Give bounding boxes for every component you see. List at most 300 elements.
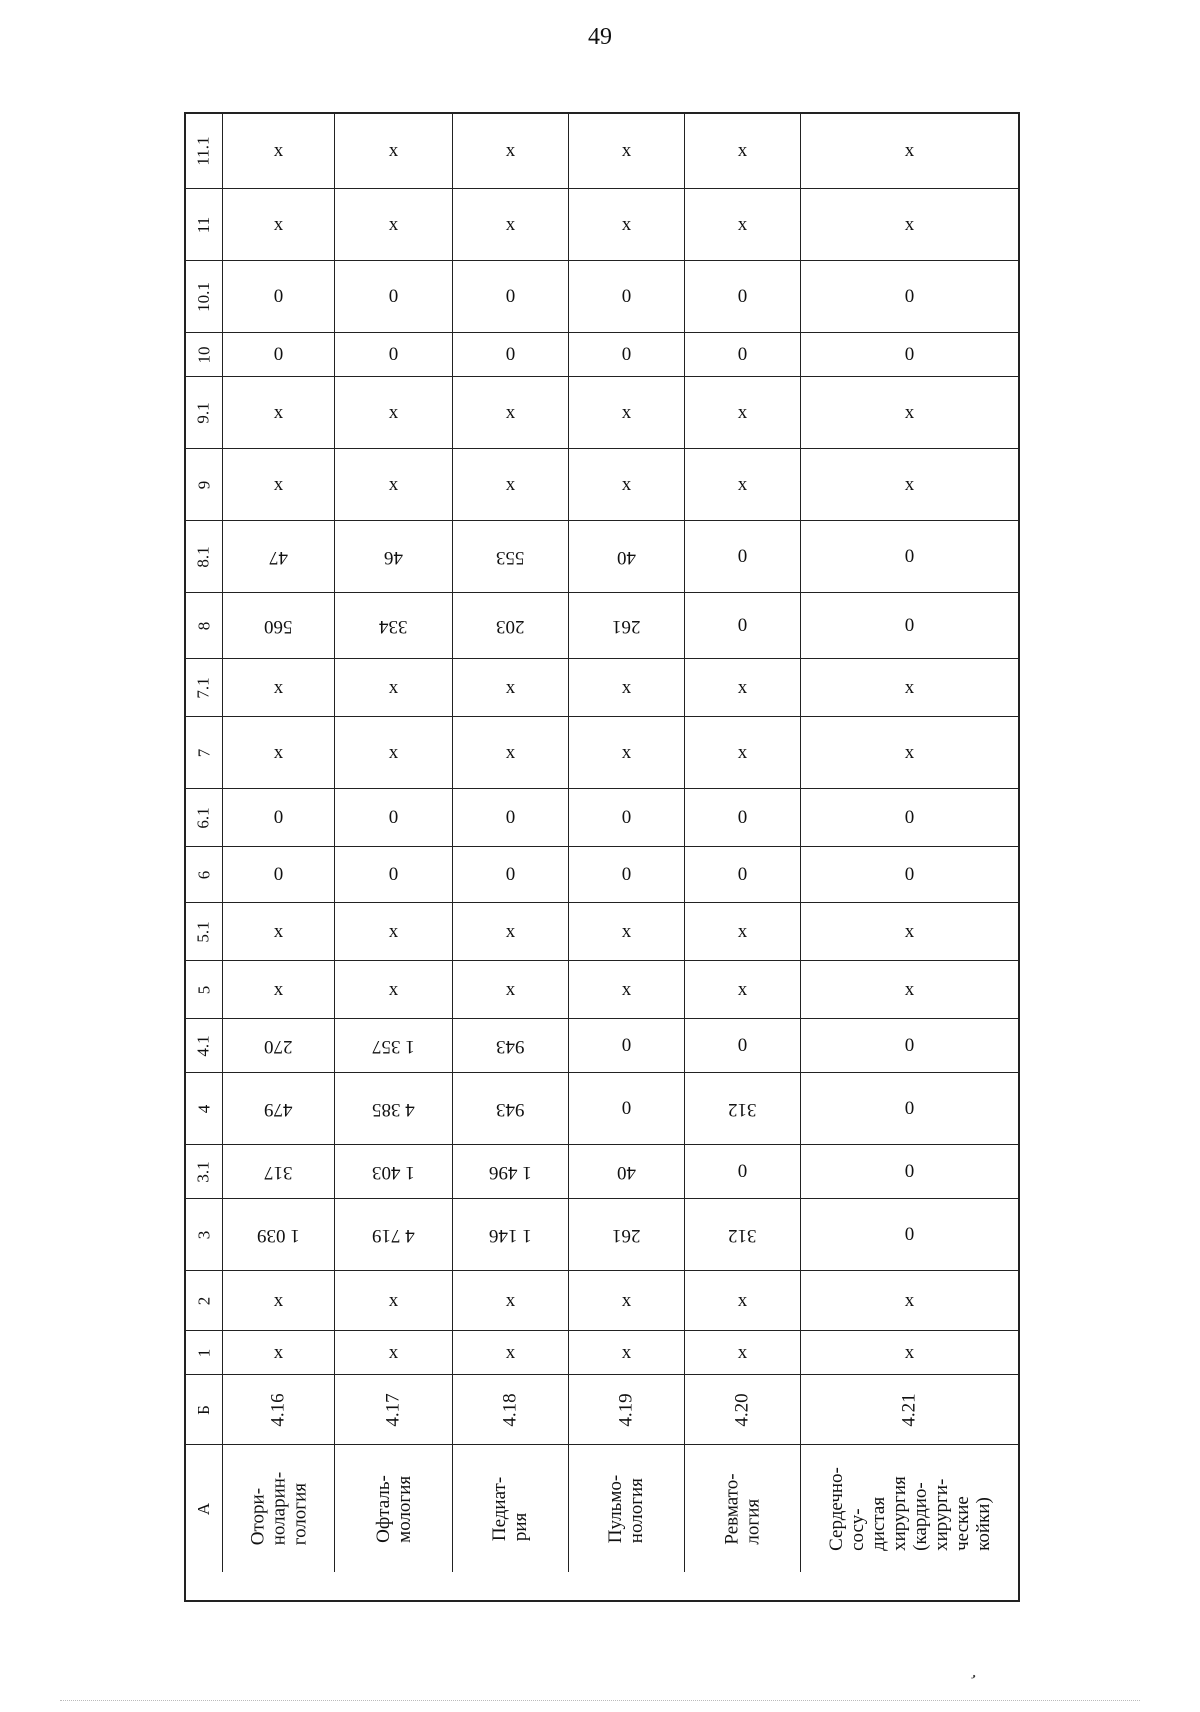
cell-value: 1 357 xyxy=(372,1035,415,1057)
column-header xyxy=(186,717,222,788)
table-band-col-3-1 xyxy=(186,1144,1018,1198)
cell-value: x xyxy=(505,401,516,423)
value-cell xyxy=(222,114,334,188)
cell-value: 4 385 xyxy=(372,1098,415,1120)
table-band-col-А xyxy=(186,1444,1018,1572)
value-cell xyxy=(800,449,1018,520)
value-cell xyxy=(222,377,334,448)
cell-value: x xyxy=(273,1289,284,1311)
value-cell xyxy=(222,1331,334,1374)
cell-value: 0 xyxy=(388,343,399,365)
cell-value: 317 xyxy=(264,1161,293,1183)
value-cell xyxy=(800,593,1018,658)
column-header xyxy=(186,377,222,448)
value-cell xyxy=(334,114,452,188)
value-cell xyxy=(800,1331,1018,1374)
cell-value: 1 496 xyxy=(489,1161,532,1183)
table-band-col-10 xyxy=(186,332,1018,376)
cell-value: x xyxy=(505,978,516,1000)
value-cell xyxy=(222,333,334,376)
value-cell xyxy=(222,1145,334,1198)
value-cell xyxy=(800,659,1018,716)
cell-value: 0 xyxy=(904,1034,915,1056)
column-header-label: 10.1 xyxy=(194,281,213,312)
value-cell xyxy=(334,189,452,260)
cell-value: x xyxy=(737,676,748,698)
cell-value: x xyxy=(904,920,915,942)
cell-value: 334 xyxy=(379,615,408,637)
value-cell xyxy=(684,903,800,960)
value-cell xyxy=(568,961,684,1018)
cell-value: 0 xyxy=(621,863,632,885)
value-cell xyxy=(452,593,568,658)
column-header xyxy=(186,903,222,960)
table-band-col-8-1 xyxy=(186,520,1018,592)
value-cell xyxy=(800,903,1018,960)
value-cell xyxy=(568,789,684,846)
value-cell xyxy=(684,449,800,520)
table-band-col-5-1 xyxy=(186,902,1018,960)
value-cell xyxy=(222,961,334,1018)
cell-value: x xyxy=(505,741,516,763)
cell-value: 203 xyxy=(496,615,525,637)
cell-value: x xyxy=(505,676,516,698)
value-cell xyxy=(800,1271,1018,1330)
cell-value: 0 xyxy=(737,1160,748,1182)
column-header-label: 4 xyxy=(194,1104,213,1113)
value-cell xyxy=(334,333,452,376)
value-cell xyxy=(222,1073,334,1144)
cell-value: 0 xyxy=(737,285,748,307)
cell-value: 0 xyxy=(505,343,516,365)
cell-value: x xyxy=(388,978,399,1000)
value-cell xyxy=(222,449,334,520)
cell-value: 0 xyxy=(388,863,399,885)
value-cell xyxy=(684,1271,800,1330)
value-cell xyxy=(452,789,568,846)
cell-value: x xyxy=(621,676,632,698)
cell-value: x xyxy=(904,140,915,161)
value-cell xyxy=(800,717,1018,788)
value-cell xyxy=(684,333,800,376)
value-cell xyxy=(684,1199,800,1270)
cell-value: 0 xyxy=(621,1034,632,1056)
table-band-col-11 xyxy=(186,188,1018,260)
column-header-label: Б xyxy=(193,1404,213,1415)
value-cell xyxy=(452,659,568,716)
cell-value: 46 xyxy=(384,546,403,568)
column-header xyxy=(186,521,222,592)
table-band-col-8 xyxy=(186,592,1018,658)
cell-value: x xyxy=(388,1289,399,1311)
column-header-label: 9.1 xyxy=(194,401,213,424)
value-cell xyxy=(684,377,800,448)
cell-value: 261 xyxy=(612,615,641,637)
value-cell xyxy=(684,717,800,788)
value-cell xyxy=(684,847,800,902)
cell-value: 0 xyxy=(737,1034,748,1056)
value-cell xyxy=(222,903,334,960)
value-cell xyxy=(222,189,334,260)
cell-value: 0 xyxy=(904,1160,915,1182)
cell-value: 0 xyxy=(737,614,748,636)
cell-value: 40 xyxy=(617,546,636,568)
value-cell xyxy=(684,1331,800,1374)
column-header xyxy=(186,1271,222,1330)
table-band-col-9-1 xyxy=(186,376,1018,448)
table-band-col-9 xyxy=(186,448,1018,520)
value-cell xyxy=(452,847,568,902)
value-cell xyxy=(222,593,334,658)
cell-value: 0 xyxy=(621,343,632,365)
value-cell xyxy=(334,847,452,902)
column-header-label: 6.1 xyxy=(194,806,213,829)
row-code: 4.21 xyxy=(898,1392,920,1427)
value-cell xyxy=(452,333,568,376)
row-name: Офталь- мология xyxy=(372,1474,415,1543)
column-header xyxy=(186,333,222,376)
value-cell xyxy=(334,1271,452,1330)
value-cell xyxy=(800,333,1018,376)
column-header xyxy=(186,1445,222,1572)
value-cell xyxy=(452,1019,568,1072)
cell-value: x xyxy=(904,741,915,763)
column-header-label: 9 xyxy=(194,480,213,489)
column-header xyxy=(186,449,222,520)
value-cell xyxy=(568,1145,684,1198)
column-header xyxy=(186,1145,222,1198)
cell-value: 40 xyxy=(617,1161,636,1183)
value-cell xyxy=(222,1019,334,1072)
table-band-col-2 xyxy=(186,1270,1018,1330)
cell-value: x xyxy=(904,401,915,423)
row-code: 4.17 xyxy=(382,1392,404,1427)
row-name-cell xyxy=(222,1445,334,1572)
row-code-cell xyxy=(334,1375,452,1444)
cell-value: x xyxy=(621,920,632,942)
cell-value: 0 xyxy=(621,285,632,307)
column-header-label: 5 xyxy=(194,985,213,994)
value-cell xyxy=(222,1271,334,1330)
cell-value: 0 xyxy=(273,343,284,365)
value-cell xyxy=(452,1145,568,1198)
cell-value: x xyxy=(388,676,399,698)
table-band-col-4-1 xyxy=(186,1018,1018,1072)
column-header xyxy=(186,593,222,658)
cell-value: x xyxy=(505,1289,516,1311)
table-band-col-10-1 xyxy=(186,260,1018,332)
cell-value: x xyxy=(621,741,632,763)
table-band-col-7-1 xyxy=(186,658,1018,716)
table-band-col-6 xyxy=(186,846,1018,902)
value-cell xyxy=(222,521,334,592)
cell-value: x xyxy=(621,1289,632,1311)
value-cell xyxy=(568,1271,684,1330)
cell-value: x xyxy=(737,1341,748,1363)
value-cell xyxy=(334,1199,452,1270)
value-cell xyxy=(334,717,452,788)
cell-value: 0 xyxy=(737,863,748,885)
column-header xyxy=(186,189,222,260)
cell-value: x xyxy=(273,920,284,942)
cell-value: 270 xyxy=(264,1035,293,1057)
cell-value: 0 xyxy=(505,806,516,828)
column-header xyxy=(186,114,222,188)
column-header xyxy=(186,789,222,846)
row-name: Отори- ноларин- гология xyxy=(247,1471,310,1546)
value-cell xyxy=(222,659,334,716)
value-cell xyxy=(334,961,452,1018)
row-code-cell xyxy=(452,1375,568,1444)
cell-value: x xyxy=(505,473,516,495)
value-cell xyxy=(684,189,800,260)
value-cell xyxy=(452,961,568,1018)
cell-value: 0 xyxy=(904,806,915,828)
column-header-label: 5.1 xyxy=(194,920,213,943)
row-code: 4.18 xyxy=(499,1392,521,1427)
pen-tick-mark: ’ xyxy=(963,1670,980,1691)
row-name-cell xyxy=(800,1445,1018,1572)
cell-value: 0 xyxy=(904,614,915,636)
value-cell xyxy=(334,789,452,846)
cell-value: x xyxy=(904,1341,915,1363)
row-name-cell xyxy=(568,1445,684,1572)
column-header-label: 7.1 xyxy=(194,676,213,699)
table-band-col-7 xyxy=(186,716,1018,788)
cell-value: 0 xyxy=(737,545,748,567)
column-header-label: 11.1 xyxy=(194,136,213,166)
cell-value: 312 xyxy=(728,1098,757,1120)
value-cell xyxy=(800,1199,1018,1270)
cell-value: 0 xyxy=(904,285,915,307)
value-cell xyxy=(684,789,800,846)
value-cell xyxy=(334,659,452,716)
column-header-label: 8.1 xyxy=(194,545,213,568)
value-cell xyxy=(334,449,452,520)
cell-value: 261 xyxy=(612,1224,641,1246)
cell-value: x xyxy=(737,920,748,942)
column-header-label: 11 xyxy=(194,216,213,233)
value-cell xyxy=(222,789,334,846)
value-cell xyxy=(334,377,452,448)
value-cell xyxy=(334,521,452,592)
cell-value: 0 xyxy=(737,806,748,828)
cell-value: x xyxy=(904,676,915,698)
cell-value: x xyxy=(621,473,632,495)
table-band-col-Б xyxy=(186,1374,1018,1444)
value-cell xyxy=(684,261,800,332)
row-name-cell xyxy=(684,1445,800,1572)
cell-value: 560 xyxy=(264,615,293,637)
cell-value: x xyxy=(505,1341,516,1363)
value-cell xyxy=(800,961,1018,1018)
cell-value: 0 xyxy=(621,1097,632,1119)
value-cell xyxy=(452,261,568,332)
value-cell xyxy=(334,1331,452,1374)
cell-value: 553 xyxy=(496,546,525,568)
value-cell xyxy=(684,1145,800,1198)
cell-value: x xyxy=(621,213,632,235)
table-band-col-11-1 xyxy=(186,114,1018,188)
cell-value: 0 xyxy=(388,806,399,828)
column-header xyxy=(186,1073,222,1144)
value-cell xyxy=(568,377,684,448)
cell-value: x xyxy=(737,140,748,161)
value-cell xyxy=(800,1145,1018,1198)
page-number: 49 xyxy=(588,24,612,50)
value-cell xyxy=(452,449,568,520)
value-cell xyxy=(452,114,568,188)
cell-value: x xyxy=(273,741,284,763)
value-cell xyxy=(568,189,684,260)
column-header-label: 3 xyxy=(194,1230,213,1239)
value-cell xyxy=(800,189,1018,260)
cell-value: 0 xyxy=(505,285,516,307)
cell-value: 47 xyxy=(269,546,288,568)
cell-value: x xyxy=(388,741,399,763)
column-header-label: 3.1 xyxy=(194,1160,213,1183)
value-cell xyxy=(568,261,684,332)
value-cell xyxy=(684,521,800,592)
value-cell xyxy=(568,333,684,376)
value-cell xyxy=(222,717,334,788)
value-cell xyxy=(568,449,684,520)
value-cell xyxy=(222,847,334,902)
row-name: Пульмо- нология xyxy=(605,1474,648,1543)
value-cell xyxy=(568,659,684,716)
value-cell xyxy=(568,593,684,658)
table-band-col-6-1 xyxy=(186,788,1018,846)
value-cell xyxy=(568,717,684,788)
cell-value: x xyxy=(388,213,399,235)
cell-value: x xyxy=(904,978,915,1000)
cell-value: 4 719 xyxy=(372,1224,415,1246)
cell-value: x xyxy=(273,473,284,495)
table-band-col-1 xyxy=(186,1330,1018,1374)
value-cell xyxy=(452,189,568,260)
value-cell xyxy=(800,521,1018,592)
value-cell xyxy=(800,261,1018,332)
column-header-label: 7 xyxy=(194,748,213,757)
value-cell xyxy=(452,521,568,592)
column-header xyxy=(186,1199,222,1270)
cell-value: 0 xyxy=(904,1223,915,1245)
cell-value: 1 403 xyxy=(372,1161,415,1183)
table-band-col-5 xyxy=(186,960,1018,1018)
cell-value: x xyxy=(621,401,632,423)
value-cell xyxy=(568,847,684,902)
cell-value: x xyxy=(273,401,284,423)
value-cell xyxy=(334,1073,452,1144)
value-cell xyxy=(684,1073,800,1144)
column-header xyxy=(186,1375,222,1444)
column-header-label: 6 xyxy=(194,870,213,879)
value-cell xyxy=(800,1073,1018,1144)
cell-value: 943 xyxy=(496,1098,525,1120)
cell-value: 1 146 xyxy=(489,1224,532,1246)
cell-value: 479 xyxy=(264,1098,293,1120)
row-code-cell xyxy=(800,1375,1018,1444)
value-cell xyxy=(568,1019,684,1072)
cell-value: x xyxy=(505,140,516,161)
column-header xyxy=(186,261,222,332)
row-code-cell xyxy=(568,1375,684,1444)
value-cell xyxy=(800,1019,1018,1072)
row-name-cell xyxy=(334,1445,452,1572)
cell-value: x xyxy=(388,140,399,161)
value-cell xyxy=(334,261,452,332)
cell-value: x xyxy=(388,1341,399,1363)
cell-value: 0 xyxy=(273,285,284,307)
row-code: 4.19 xyxy=(615,1392,637,1427)
column-header xyxy=(186,1331,222,1374)
value-cell xyxy=(568,1073,684,1144)
cell-value: x xyxy=(737,978,748,1000)
cell-value: x xyxy=(621,140,632,161)
value-cell xyxy=(452,1271,568,1330)
cell-value: 0 xyxy=(505,863,516,885)
value-cell xyxy=(568,521,684,592)
cell-value: x xyxy=(273,1341,284,1363)
value-cell xyxy=(800,847,1018,902)
cell-value: 943 xyxy=(496,1035,525,1057)
value-cell xyxy=(452,377,568,448)
column-header xyxy=(186,659,222,716)
value-cell xyxy=(222,1199,334,1270)
column-header-label: 4.1 xyxy=(194,1034,213,1057)
column-header xyxy=(186,847,222,902)
row-name-cell xyxy=(452,1445,568,1572)
value-cell xyxy=(684,1019,800,1072)
cell-value: x xyxy=(621,978,632,1000)
value-cell xyxy=(568,1199,684,1270)
table-band-col-4 xyxy=(186,1072,1018,1144)
value-cell xyxy=(334,1019,452,1072)
column-header xyxy=(186,961,222,1018)
value-cell xyxy=(452,903,568,960)
value-cell xyxy=(452,1199,568,1270)
cell-value: x xyxy=(737,473,748,495)
row-code-cell xyxy=(222,1375,334,1444)
cell-value: x xyxy=(737,213,748,235)
cell-value: 0 xyxy=(904,1097,915,1119)
bottom-scan-line xyxy=(60,1700,1140,1701)
cell-value: x xyxy=(273,213,284,235)
value-cell xyxy=(684,961,800,1018)
value-cell xyxy=(334,1145,452,1198)
cell-value: x xyxy=(737,401,748,423)
cell-value: x xyxy=(904,213,915,235)
value-cell xyxy=(222,261,334,332)
cell-value: x xyxy=(505,920,516,942)
cell-value: 0 xyxy=(904,343,915,365)
value-cell xyxy=(684,659,800,716)
cell-value: x xyxy=(388,401,399,423)
cell-value: x xyxy=(273,140,284,161)
cell-value: 0 xyxy=(904,545,915,567)
value-cell xyxy=(334,593,452,658)
value-cell xyxy=(334,903,452,960)
row-code-cell xyxy=(684,1375,800,1444)
cell-value: x xyxy=(621,1341,632,1363)
column-header-label: 10 xyxy=(194,346,213,363)
cell-value: x xyxy=(273,978,284,1000)
cell-value: x xyxy=(904,473,915,495)
value-cell xyxy=(452,717,568,788)
cell-value: 312 xyxy=(728,1224,757,1246)
value-cell xyxy=(452,1073,568,1144)
cell-value: 0 xyxy=(621,806,632,828)
